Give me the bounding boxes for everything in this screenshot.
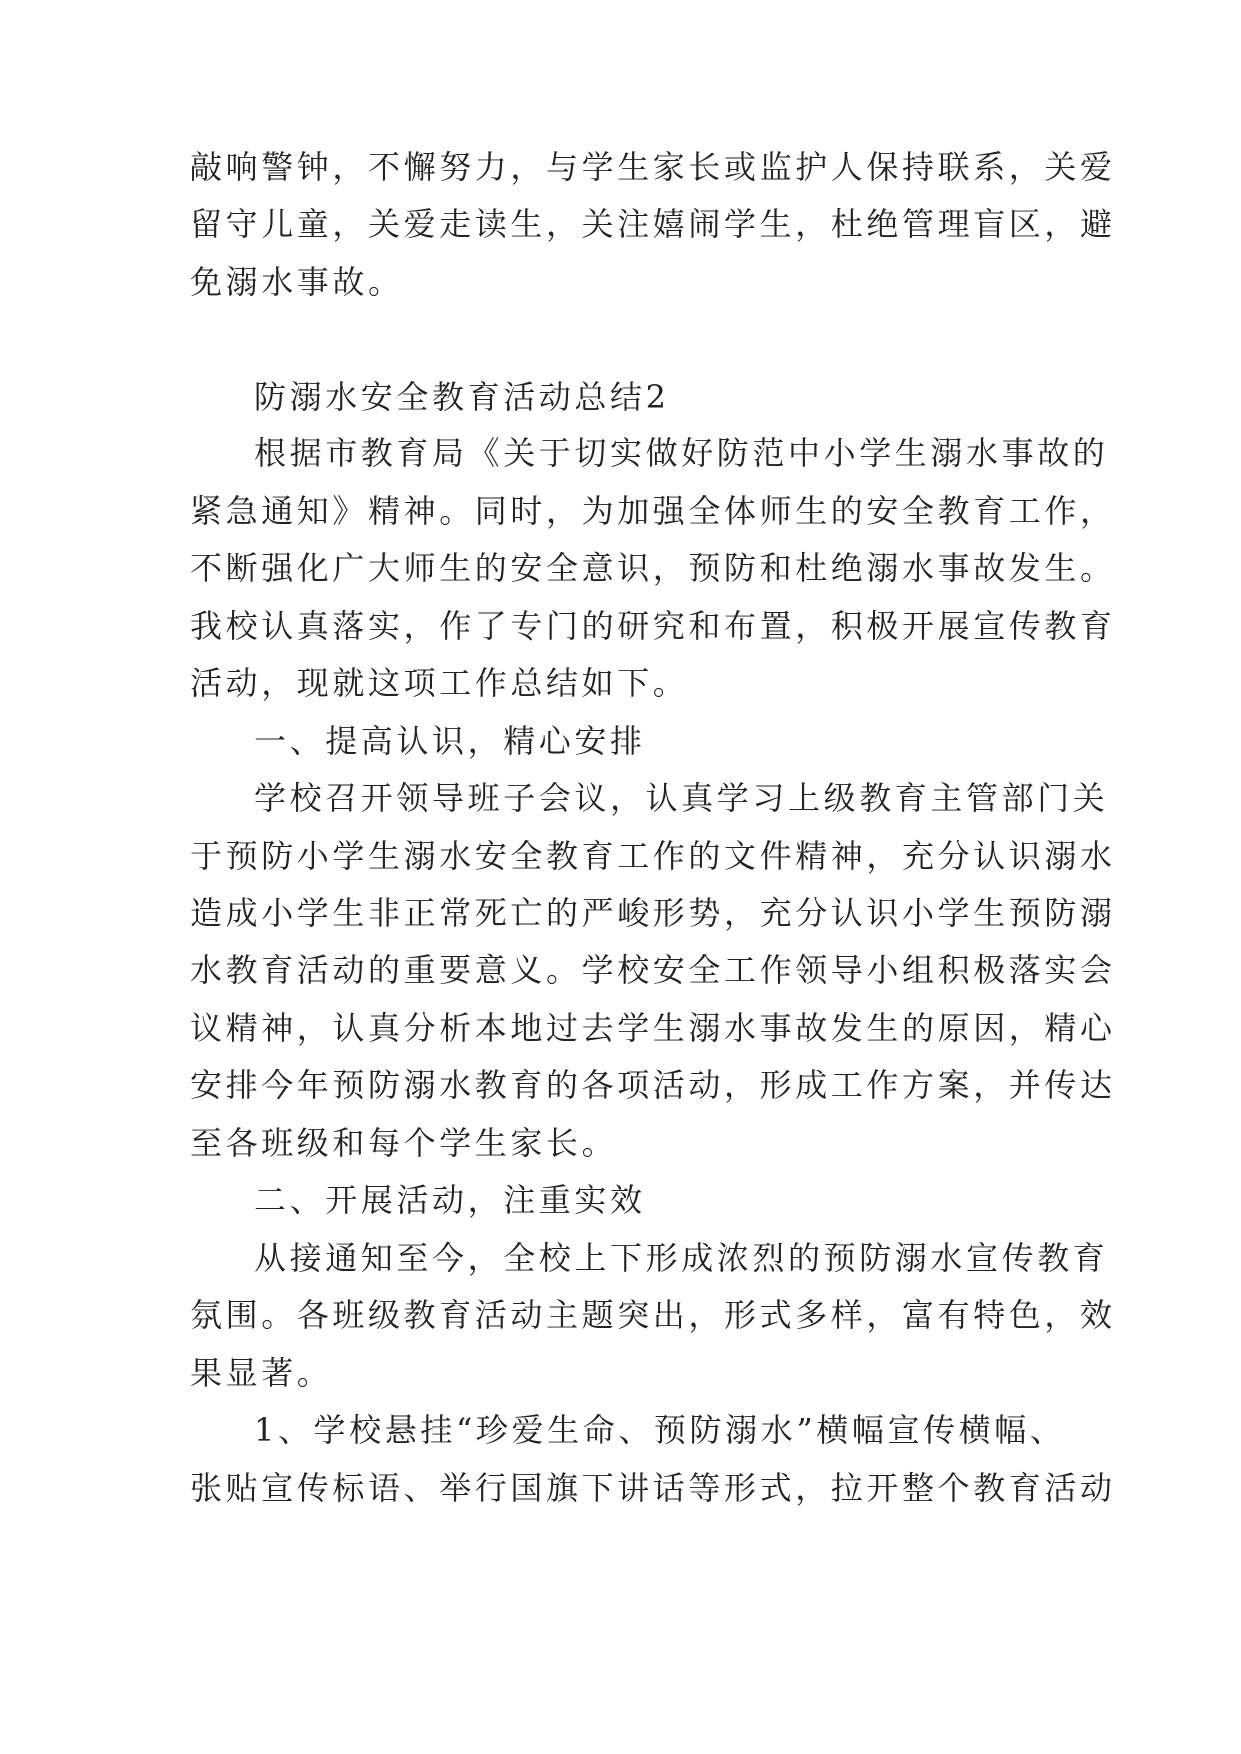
body-text-line: 安排今年预防溺水教育的各项活动，形成工作方案，并传达 — [190, 1066, 1116, 1104]
body-text-line: 至各班级和每个学生家长。 — [190, 1124, 618, 1162]
body-text-line: 活动，现就这项工作总结如下。 — [190, 664, 689, 702]
section-title: 防溺水安全教育活动总结2 — [254, 378, 670, 416]
paragraph-first-line: 学校召开领导班子会议，认真学习上级教育主管部门关 — [254, 779, 1109, 817]
body-text-line: 免溺水事故。 — [190, 263, 404, 301]
body-text-line: 敲响警钟，不懈努力，与学生家长或监护人保持联系，关爱 — [190, 148, 1116, 186]
body-text-line: 果显著。 — [190, 1354, 333, 1392]
body-text-line: 紧急通知》精神。同时，为加强全体师生的安全教育工作， — [190, 492, 1116, 530]
body-text-line: 造成小学生非正常死亡的严峻形势，充分认识小学生预防溺 — [190, 894, 1116, 932]
body-text-line: 于预防小学生溺水安全教育工作的文件精神，充分认识溺水 — [190, 837, 1116, 875]
body-text-line: 不断强化广大师生的安全意识，预防和杜绝溺水事故发生。 — [190, 549, 1116, 587]
paragraph-first-line: 1、学校悬挂“珍爱生命、预防溺水”横幅宣传横幅、 — [254, 1411, 1066, 1449]
body-text-line: 议精神，认真分析本地过去学生溺水事故发生的原因，精心 — [190, 1009, 1116, 1047]
section-heading: 二、开展活动，注重实效 — [254, 1181, 646, 1219]
section-heading: 一、提高认识，精心安排 — [254, 722, 646, 760]
body-text-line: 水教育活动的重要意义。学校安全工作领导小组积极落实会 — [190, 951, 1116, 989]
body-text-line: 我校认真落实，作了专门的研究和布置，积极开展宣传教育 — [190, 607, 1116, 645]
body-text-line: 张贴宣传标语、举行国旗下讲话等形式，拉开整个教育活动 — [190, 1469, 1116, 1507]
body-text-line: 氛围。各班级教育活动主题突出，形式多样，富有特色，效 — [190, 1296, 1116, 1334]
body-text-line: 留守儿童，关爱走读生，关注嬉闹学生，杜绝管理盲区，避 — [190, 205, 1116, 243]
paragraph-first-line: 根据市教育局《关于切实做好防范中小学生溺水事故的 — [254, 434, 1109, 472]
paragraph-first-line: 从接通知至今，全校上下形成浓烈的预防溺水宣传教育 — [254, 1239, 1109, 1277]
